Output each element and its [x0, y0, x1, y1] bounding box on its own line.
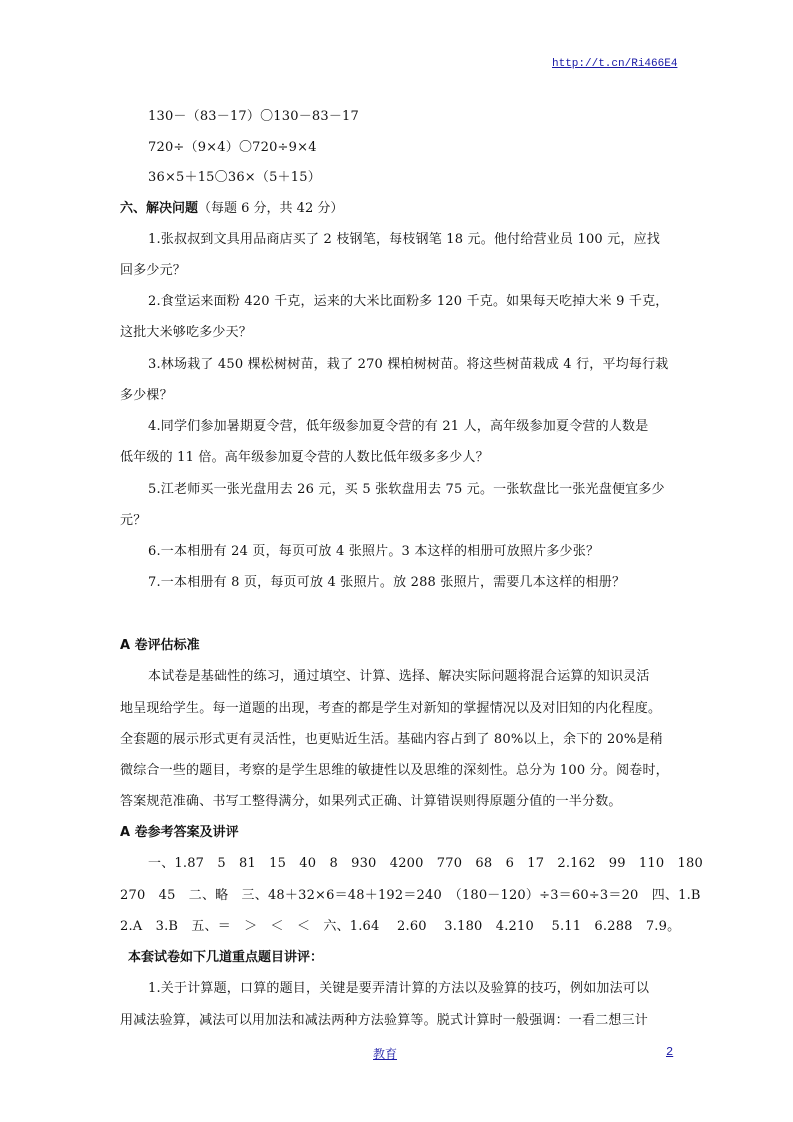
problem-line: 低年级的 11 倍。高年级参加夏令营的人数比低年级多多少人？ [120, 450, 489, 465]
compare-line-3: 36×5＋15〇36×（5＋15） [148, 170, 321, 185]
header-url[interactable]: http://t.cn/Ri466E4 [552, 58, 678, 70]
section6-title: 六、解决问题 [120, 201, 199, 216]
problem-line: 回多少元？ [120, 263, 187, 278]
footer-link[interactable]: 教育 [373, 1047, 398, 1061]
criteria-title: A 卷评估标准 [120, 638, 200, 653]
answers-line: 270 45 二、略 三、48＋32×6＝48＋192＝240 （180－120）÷3＝60÷3＝20 四、1.B [120, 888, 701, 903]
problem-line: 3.林场栽了 450 棵松树树苗，栽了 270 棵柏树树苗。将这些树苗栽成 4 行，平均每行栽 [148, 357, 669, 372]
criteria-line: 答案规范准确、书写工整得满分，如果列式正确、计算错误则得原题分值的一半分数。 [120, 794, 622, 809]
problem-line: 5.江老师买一张光盘用去 26 元，买 5 张软盘用去 75 元。一张软盘比一张光盘便宜多少 [148, 482, 665, 497]
keypoints-title: 本套试卷如下几道重点题目讲评： [128, 950, 324, 965]
answers-title: A 卷参考答案及讲评 [120, 825, 239, 840]
keypoints-line: 用减法验算，减法可以用加法和减法两种方法验算等。脱式计算时一般强调：一看二想三计 [120, 1013, 649, 1028]
page-number[interactable]: 2 [666, 1045, 674, 1059]
criteria-line: 地呈现给学生。每一道题的出现，考查的都是学生对新知的掌握情况以及对旧知的内化程度。 [120, 701, 662, 716]
section6-subtitle: （每题 6 分，共 42 分） [198, 201, 344, 216]
keypoints-line: 1.关于计算题，口算的题目，关键是要弄清计算的方法以及验算的技巧，例如加法可以 [148, 981, 650, 996]
problem-line: 2.食堂运来面粉 420 千克，运来的大米比面粉多 120 千克。如果每天吃掉大米 9 千克， [148, 294, 669, 309]
problem-line: 4.同学们参加暑期夏令营，低年级参加夏令营的有 21 人，高年级参加夏令营的人数是 [148, 419, 649, 434]
answers-line: 2.A 3.B 五、＝ ＞ ＜ ＜ 六、1.64 2.60 3.180 4.210 5.11 6.288 7.9。 [120, 919, 681, 934]
problem-line: 多少棵？ [120, 388, 173, 403]
problem-line: 7.一本相册有 8 页，每页可放 4 张照片。放 288 张照片，需要几本这样的相册？ [148, 575, 626, 590]
problem-line: 6.一本相册有 24 页，每页可放 4 张照片。3 本这样的相册可放照片多少张？ [148, 544, 600, 559]
problem-line: 这批大米够吃多少天？ [120, 325, 253, 340]
criteria-line: 微综合一些的题目，考察的是学生思维的敏捷性以及思维的深刻性。总分为 100 分。阅卷时， [120, 763, 669, 778]
compare-line-2: 720÷（9×4）〇720÷9×4 [148, 140, 317, 155]
problem-line: 元？ [120, 513, 147, 528]
section6-heading [120, 197, 343, 216]
compare-line-1: 130－（83－17）〇130－83－17 [148, 109, 359, 124]
criteria-line: 全套题的展示形式更有灵活性，也更贴近生活。基础内容占到了 80%以上，余下的 20%是稍 [120, 732, 663, 747]
answers-line: 一、1.87 5 81 15 40 8 930 4200 770 68 6 17 2.162 99 110 180 [148, 856, 703, 871]
problem-line: 1.张叔叔到文具用品商店买了 2 枝钢笔，每枝钢笔 18 元。他付给营业员 100 元，应找 [148, 232, 661, 247]
criteria-line: 本试卷是基础性的练习，通过填空、计算、选择、解决实际问题将混合运算的知识灵活 [148, 669, 650, 684]
